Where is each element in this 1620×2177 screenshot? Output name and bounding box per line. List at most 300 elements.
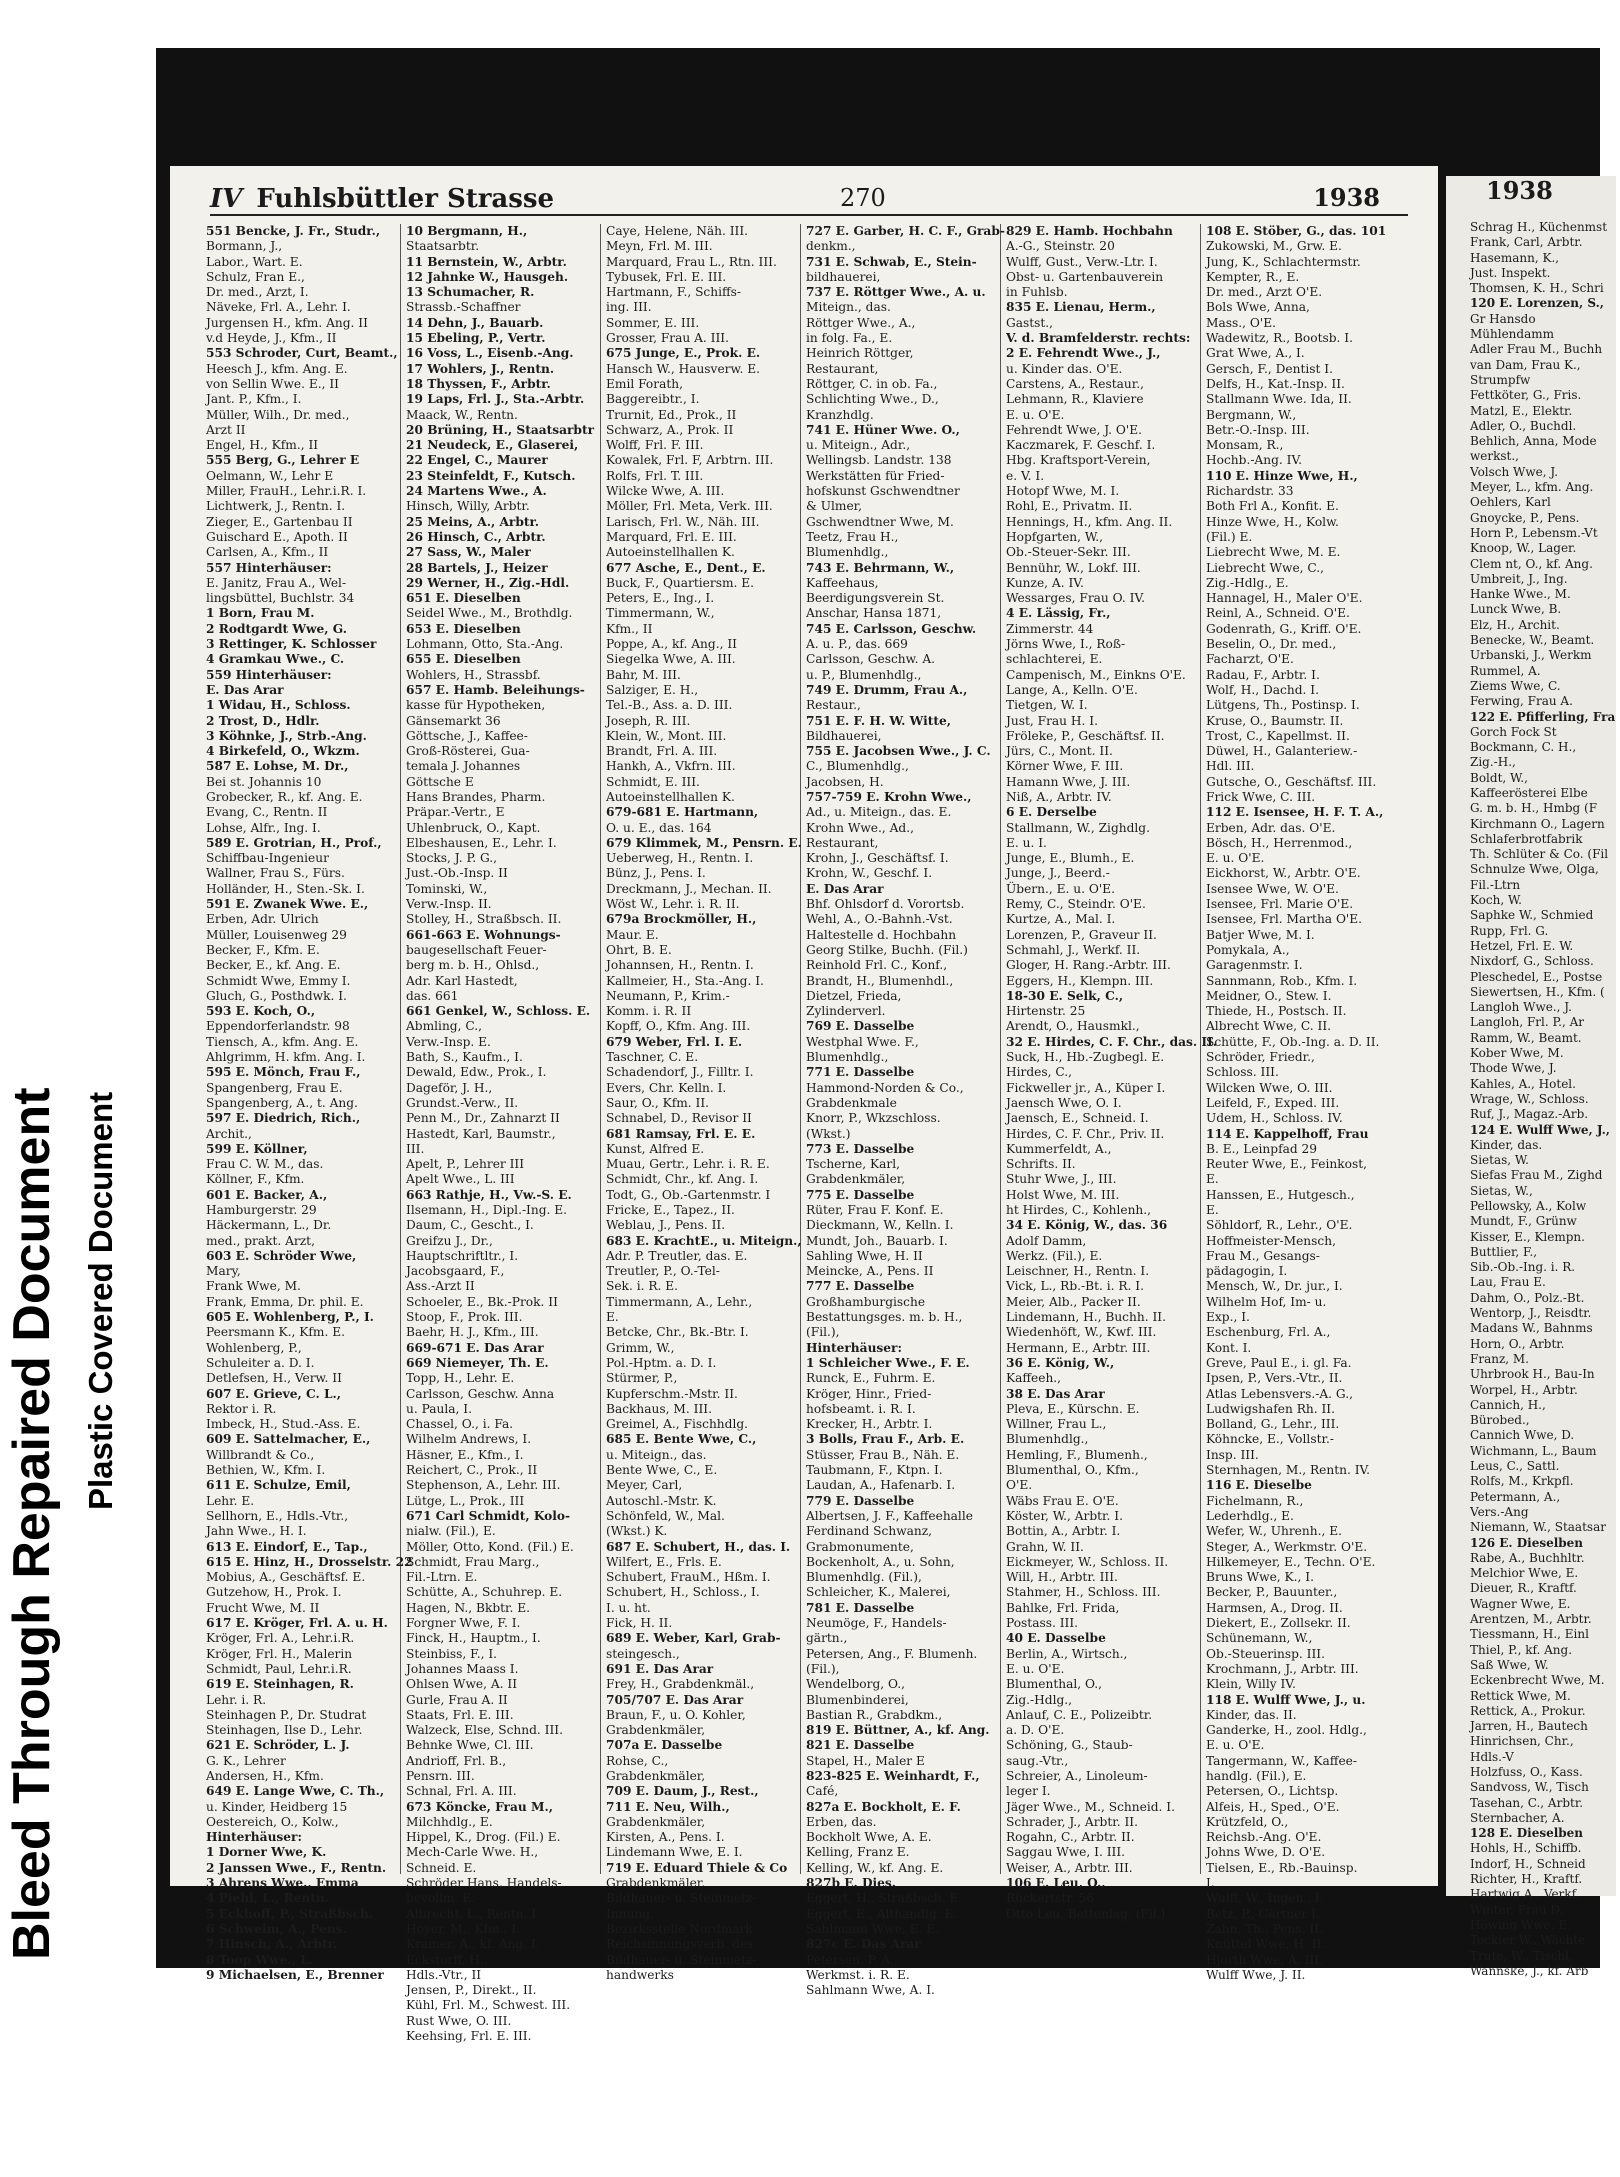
facing-page-year: 1938 (1486, 176, 1553, 205)
directory-entry: 40 E. Dasselbe (1006, 1631, 1106, 1646)
directory-entry: Jurgensen H., kfm. Ang. II (206, 315, 368, 330)
directory-entry: Gluch, G., Posthdwk. I. (206, 988, 347, 1003)
directory-entry: Tel.-B., Ass. a. D. III. (606, 698, 733, 713)
directory-entry: Wilfert, E., Frls. E. (606, 1554, 722, 1569)
directory-entry: Spangenberg, Frau E. (206, 1080, 343, 1095)
directory-entry: 709 E. Daum, J., Rest., (606, 1784, 759, 1799)
directory-entry: Exp., I. (1206, 1310, 1250, 1325)
directory-entry: Zylinderverl. (806, 1004, 886, 1019)
directory-entry: Rohse, C., (606, 1753, 669, 1768)
directory-entry: Wellingsb. Landstr. 138 (806, 453, 952, 468)
directory-entry: E. (1206, 1172, 1219, 1187)
directory-entry: Fricke, E., Tapez., II. (606, 1203, 735, 1217)
directory-entry: Lütgens, Th., Postinsp. I. (1206, 698, 1360, 713)
facing-entry: Dahm, O., Polz.-Bt. (1470, 1290, 1585, 1305)
directory-entry: 29 Werner, H., Zig.-Hdl. (406, 575, 570, 590)
directory-entry: Fichelmann, R., (1206, 1493, 1304, 1508)
directory-entry: Klein, W., Mont. III. (606, 728, 727, 743)
directory-entry: Jacobsgaard, F., (406, 1264, 505, 1279)
directory-entry: Anschar, Hansa 1871, (806, 606, 942, 621)
directory-entry: Dr. med., Arzt O'E. (1206, 285, 1323, 300)
directory-entry: schlachterei, E. (1006, 652, 1103, 667)
directory-entry: Grobecker, R., kf. Ang. E. (206, 789, 363, 804)
directory-entry: I. u. ht. (606, 1600, 651, 1615)
directory-entry: Verw.-Insp. E. (406, 1034, 491, 1049)
directory-entry: Radau, F., Arbtr. I. (1206, 667, 1320, 682)
directory-entry: Backhaus, M. III. (606, 1401, 712, 1416)
directory-entry: (Wkst.) (806, 1126, 851, 1141)
facing-entry: Petermann, A., (1470, 1489, 1561, 1504)
directory-entry: Otto Leu, Bettenlag. (Fil.) (1006, 1906, 1166, 1921)
directory-entry: Gutsche, O., Geschäftsf. III. (1206, 774, 1377, 789)
directory-entry: Harmsen, A., Drog. II. (1206, 1600, 1343, 1615)
directory-entry: Stuhr Wwe, J., III. (1006, 1172, 1117, 1187)
directory-entry: Kaczmarek, F. Geschf. I. (1006, 438, 1156, 453)
directory-entry: Jäger Wwe., M., Schneid. I. (1006, 1799, 1175, 1814)
directory-entry: Albrecht Wwe, C. II. (1206, 1019, 1332, 1034)
directory-entry: 591 E. Zwanek Wwe. E., (206, 897, 369, 912)
directory-entry: 707a E. Dasselbe (606, 1738, 723, 1753)
directory-entry: Frey, H., Grabdenkmäl., (606, 1677, 755, 1692)
directory-entry: von Sellin Wwe. E., II (206, 376, 339, 391)
directory-entry: Schmidt, Paul, Lehr.i.R. (206, 1661, 352, 1676)
facing-entry: Lunck Wwe, B. (1470, 602, 1562, 617)
directory-entry: Staatsarbtr. (406, 239, 480, 254)
directory-entry: Tybusek, Frl. E. III. (606, 269, 727, 284)
directory-entry: Holländer, H., Sten.-Sk. I. (206, 881, 365, 896)
directory-entry: Eickmeyer, W., Schloss. II. (1006, 1554, 1169, 1569)
directory-entry: Jaensch, E., Schneid. I. (1006, 1111, 1149, 1126)
directory-entry: Isensee Wwe, W. O'E. (1206, 881, 1339, 896)
directory-entry: Kramer, A., kf. Ang. I. (406, 1937, 540, 1952)
directory-entry: 106 E. Leu, O., (1006, 1876, 1106, 1891)
directory-entry: 32 E. Hirdes, C. F. Chr., das. II. (1006, 1034, 1218, 1049)
directory-entry: Blumenhdlg., (1006, 1432, 1089, 1447)
directory-entry: E. Das Arar (206, 682, 284, 697)
directory-entry: 745 E. Carlsson, Geschw. (806, 621, 977, 636)
directory-entry: Lehr. i. R. (206, 1692, 267, 1707)
facing-entry: Zig.-H., (1470, 755, 1516, 770)
directory-entry: 779 E. Dasselbe (806, 1493, 915, 1508)
directory-entry: Wolff, Frl. F. III. (606, 438, 704, 453)
directory-entry: Bei st. Johannis 10 (206, 774, 322, 789)
directory-entry: Präpar.-Vertr., E (406, 805, 505, 820)
directory-entry: 16 Voss, L., Eisenb.-Ang. (406, 346, 574, 361)
directory-entry: Bünz, J., Pens. I. (606, 866, 706, 881)
directory-entry: u. Paula, I. (406, 1401, 472, 1416)
directory-entry: E. u. I. (1006, 835, 1047, 850)
directory-entry: 14 Dehn, J., Bauarb. (406, 315, 544, 330)
directory-entry: 663 Rathje, H., Vw.-S. E. (406, 1187, 572, 1202)
directory-entry: Steinhagen, Ilse D., Lehr. (206, 1723, 363, 1738)
directory-entry: Taubmann, F., Ktpn. I. (806, 1463, 943, 1478)
directory-entry: Wohlenberg, P., (206, 1340, 302, 1355)
directory-entry: Heesch J., kfm. Ang. E. (206, 361, 348, 376)
directory-entry: Groß-Rösterei, Gua- (406, 744, 530, 759)
directory-entry: 687 E. Schubert, H., das. I. (606, 1539, 791, 1554)
column-4 (806, 224, 1005, 1998)
directory-entry: 9 Michaelsen, E., Brenner (206, 1967, 384, 1982)
directory-entry: 691 E. Das Arar (606, 1661, 714, 1676)
directory-entry: 775 E. Dasselbe (806, 1187, 915, 1202)
directory-entry: Großhamburgische (806, 1294, 926, 1309)
directory-entry: Johannes Maass I. (406, 1661, 519, 1676)
directory-entry: 711 E. Neu, Wilh., (606, 1799, 730, 1814)
directory-entry: Ohlsen Wwe, A. II (406, 1677, 518, 1692)
facing-entry: Hetzel, Frl. E. W. (1470, 938, 1574, 953)
directory-entry: Eggert, E., Althandlg. E. (806, 1906, 958, 1921)
directory-entry: Hanssen, E., Hutgesch., (1206, 1187, 1355, 1202)
directory-entry: 18 Thyssen, F., Arbtr. (406, 376, 551, 391)
facing-entry: 126 E. Dieselben (1470, 1535, 1584, 1550)
directory-entry: Marquard, Frau L., Rtn. III. (606, 254, 777, 269)
directory-entry: u. Miteign., Adr., (806, 438, 911, 453)
directory-entry: Hoffmeister-Mensch, (1206, 1233, 1336, 1248)
directory-entry: Ueberweg, H., Rentn. I. (606, 851, 754, 866)
directory-entry: Kunst, Alfred E. (606, 1141, 705, 1156)
directory-entry: Fil.-Ltrn. E. (406, 1570, 478, 1585)
directory-entry: Rogahn, C., Arbtr. II. (1006, 1830, 1135, 1845)
directory-entry: Krützfeld, O., (1206, 1814, 1289, 1829)
directory-entry: Greve, Paul E., i. gl. Fa. (1206, 1355, 1352, 1370)
directory-entry: Tietgen, W. I. (1006, 698, 1088, 713)
directory-entry: Carlsson, Geschw. A. (806, 652, 936, 667)
directory-entry: Bestattungsges. m. b. H., (806, 1310, 963, 1325)
directory-entry: 112 E. Isensee, H. F. T. A., (1206, 805, 1384, 820)
directory-entry: Fehrendt Wwe, J. O'E. (1006, 422, 1143, 437)
directory-entry: 685 E. Bente Wwe, C., (606, 1432, 757, 1447)
directory-entry: Batjer Wwe, M. I. (1206, 927, 1315, 942)
directory-entry: (Fil.), (806, 1661, 840, 1676)
directory-entry: Greimel, A., Fischhdlg. (606, 1417, 749, 1432)
directory-entry: Gänsemarkt 36 (406, 713, 501, 728)
directory-entry: Werkmst. i. R. E. (806, 1967, 910, 1982)
directory-entry: Stallmann Wwe. Ida, II. (1206, 392, 1352, 407)
facing-entry: Pleschedel, E., Postse (1470, 969, 1603, 984)
directory-entry: Lohmann, Otto, Sta.-Ang. (406, 637, 564, 652)
directory-entry: Grabdenkmäler, (606, 1768, 706, 1783)
directory-entry: 3 Köhnke, J., Strb.-Ang. (206, 728, 367, 743)
directory-entry: Grimm, W., (606, 1340, 675, 1355)
directory-entry: 679a Brockmöller, H., (606, 912, 757, 927)
directory-entry: Steger, A., Werkmstr. O'E. (1206, 1539, 1368, 1554)
directory-columns (206, 224, 1406, 2044)
directory-entry: 17 Wohlers, J., Rentn. (406, 361, 555, 376)
facing-entry: Wentorp, J., Reisdtr. (1470, 1306, 1592, 1321)
directory-entry: Reichsinnungsverb. des (606, 1937, 754, 1952)
directory-entry: Baggereibtr., I. (606, 392, 700, 407)
facing-entry: Uhrbrook H., Bau-In (1470, 1367, 1595, 1382)
directory-entry: 671 Carl Schmidt, Kolo- (406, 1508, 571, 1523)
directory-entry: Detlefsen, H., Verw. II (206, 1371, 342, 1386)
directory-entry: Zig.-Hdlg., (1006, 1692, 1073, 1707)
directory-entry: med., prakt. Arzt, (206, 1233, 315, 1248)
facing-entry: Mundt, F., Grünw (1470, 1214, 1577, 1229)
directory-entry: Mobius, A., Geschäftsf. E. (206, 1570, 366, 1585)
directory-entry: 1 Born, Frau M. (206, 606, 315, 621)
directory-entry: Schütte, F., Ob.-Ing. a. D. II. (1206, 1034, 1380, 1049)
facing-entry: werkst., (1470, 449, 1519, 464)
directory-entry: Fickweller jr., A., Küper I. (1006, 1080, 1166, 1095)
directory-entry: Junge, E., Blumh., E. (1006, 851, 1135, 866)
facing-entry: Tasehan, C., Arbtr. (1470, 1795, 1584, 1810)
facing-entry: Ramm, W., Beamt. (1470, 1030, 1582, 1045)
directory-entry: Isensee, Frl. Martha O'E. (1206, 912, 1363, 927)
directory-entry: Schmidt Wwe, Emmy I. (206, 973, 351, 988)
directory-entry: Topp, H., Lehr. E. (406, 1371, 515, 1386)
directory-entry: Miller, FrauH., Lehr.i.R. I. (206, 484, 367, 499)
facing-entry: Schrag H., Küchenmst (1470, 220, 1608, 234)
directory-entry: 28 Bartels, J., Heizer (406, 560, 548, 575)
directory-entry: Ohrt, B. E. (606, 942, 672, 957)
label-bleed-through-repaired: Bleed Through Repaired Document (3, 1087, 61, 1960)
directory-entry: Schlichting Wwe., D., (806, 392, 939, 407)
directory-entry: 689 E. Weber, Karl, Grab- (606, 1631, 781, 1646)
facing-entry: G. m. b. H., Hmbg (F (1470, 801, 1598, 816)
directory-entry: Steinhagen P., Dr. Studrat (206, 1707, 367, 1722)
directory-entry: Albertsen, J. F., Kaffeehalle (806, 1508, 973, 1523)
facing-entry: Clem nt, O., kf. Ang. (1470, 556, 1593, 571)
facing-entry: Matzl, E., Elektr. (1470, 403, 1573, 418)
facing-entry: Cannich, H., (1470, 1397, 1546, 1412)
facing-entry: Koch, W. (1470, 893, 1522, 908)
facing-entry: Hinrichsen, Chr., (1470, 1734, 1574, 1749)
directory-entry: hofsbeamt. i. R. I. (806, 1401, 916, 1416)
directory-entry: (Fil.), (806, 1325, 840, 1340)
directory-entry: Schleicher, K., Malerei, (806, 1585, 951, 1600)
directory-entry: steingesch., (606, 1646, 680, 1661)
facing-entry: Gr Hansdo (1470, 311, 1536, 326)
directory-entry: Blumenhdlg., (806, 1050, 889, 1065)
directory-entry: Kirsten, A., Pens. I. (606, 1830, 725, 1845)
facing-entry: Hohls, H., Schiffb. (1470, 1841, 1582, 1856)
directory-entry: Brandt, H., Blumenhdl., (806, 973, 954, 988)
volume-number: IV (210, 184, 243, 214)
directory-entry: 661 Genkel, W., Schloss. E. (406, 1004, 591, 1019)
directory-entry: Schubert, H., Schloss., I. (606, 1585, 760, 1600)
facing-entry: Wannske, J., kf. Arb (1470, 1963, 1589, 1978)
directory-entry: Sek. i. R. E. (606, 1279, 679, 1294)
directory-entry: Hennings, H., kfm. Ang. II. (1006, 514, 1173, 529)
facing-entry: Benecke, W., Beamt. (1470, 633, 1595, 648)
directory-entry: Ob.-Steuer-Sekr. III. (1006, 545, 1131, 560)
directory-entry: gärtn., (806, 1631, 848, 1646)
directory-entry: Treutler, P., O.-Tel- (606, 1264, 720, 1279)
directory-entry: 651 E. Dieselben (406, 591, 521, 606)
directory-entry: Kaffeehaus, (806, 575, 879, 590)
directory-entry: Wessarges, Frau O. IV. (1006, 591, 1146, 606)
directory-entry: Bahr, M. III. (606, 667, 681, 682)
directory-entry: Reinl, A., Schneid. O'E. (1206, 606, 1350, 621)
directory-entry: 5 Eckhoff, P., Straßbsch. (206, 1906, 374, 1921)
directory-entry: Grabdenkmäler, (606, 1814, 706, 1829)
directory-entry: Krohn, W., Geschf. I. (806, 866, 933, 881)
directory-entry: Kupferschm.-Mstr. II. (606, 1386, 738, 1401)
directory-entry: Schreier, A., Linoleum- (1006, 1768, 1148, 1783)
directory-entry: 118 E. Wulff Wwe, J., u. (1206, 1692, 1366, 1707)
directory-entry: Remy, C., Steindr. O'E. (1006, 897, 1146, 912)
facing-entry: Fil.-Ltrn (1470, 877, 1521, 892)
directory-entry: hofskunst Gschwendtner (806, 484, 960, 499)
directory-entry: Saggau Wwe, I. III. (1006, 1845, 1126, 1860)
directory-entry: Eppendorferlandstr. 98 (206, 1019, 350, 1034)
facing-entry: Schlaferbrotfabrik (1470, 831, 1583, 846)
directory-entry: 601 E. Backer, A., (206, 1187, 328, 1202)
facing-entry: Indorf, H., Schneid (1470, 1856, 1586, 1871)
facing-entry: Just. Inspekt. (1470, 265, 1551, 280)
directory-entry: 613 E. Eindorf, E., Tap., (206, 1539, 368, 1554)
directory-entry: Willner, Frau L., (1006, 1417, 1107, 1432)
directory-entry: Pol.-Hptm. a. D. I. (606, 1355, 717, 1370)
directory-entry: 773 E. Dasselbe (806, 1141, 915, 1156)
directory-entry: 679-681 E. Hartmann, (606, 805, 759, 820)
facing-entry: Hartwig A., Verkf. (1470, 1887, 1580, 1902)
directory-entry: Adr. Karl Hastedt, (406, 973, 518, 988)
directory-entry: Mensch, W., Dr. jur., I. (1206, 1279, 1343, 1294)
directory-entry: 755 E. Jacobsen Wwe., J. C. (806, 744, 991, 759)
directory-entry: Oestereich, O., Kolw., (206, 1814, 339, 1829)
directory-entry: Schröder, Friedr., (1206, 1050, 1315, 1065)
directory-entry: G. K., Lehrer (206, 1753, 286, 1768)
facing-entry: Mühlendamm (1470, 327, 1555, 342)
directory-entry: Restaurant, (806, 361, 879, 376)
facing-entry: Ruf, J., Magaz.-Arb. (1470, 1107, 1589, 1122)
facing-entry: Gnoycke, P., Pens. (1470, 510, 1580, 525)
directory-entry: Grahn, W. II. (1006, 1539, 1084, 1554)
facing-entry: 128 E. Dieselben (1470, 1826, 1584, 1841)
directory-entry: Lütge, L., Prok., III (406, 1493, 525, 1508)
directory-entry: Daum, C., Gescht., I. (406, 1218, 534, 1233)
directory-entry: 34 E. König, W., das. 36 (1006, 1218, 1168, 1233)
directory-entry: Blumenhdlg. (Fil.), (806, 1570, 922, 1585)
directory-entry: 823-825 E. Weinhardt, F., (806, 1768, 980, 1783)
directory-entry: Kelling, W., kf. Ang. E. (806, 1860, 944, 1875)
directory-entry: Jung, K., Schlachtermstr. (1206, 254, 1361, 269)
directory-entry: Wefer, W., Uhrenh., E. (1206, 1524, 1342, 1539)
directory-entry: 681 Ramsay, Frl. E. E. (606, 1126, 756, 1141)
directory-entry: Petersen, O., Lichtsp. (1206, 1784, 1339, 1799)
directory-entry: Hermann, E., Arbtr. III. (1006, 1340, 1151, 1355)
directory-entry: Hdl. III. (1206, 759, 1255, 774)
directory-entry: 781 E. Dasselbe (806, 1600, 915, 1615)
facing-entry: Sib.-Ob.-Ing. i. R. (1470, 1260, 1576, 1275)
directory-entry: Kowalek, Frl. F, Arbtrn. III. (606, 453, 774, 468)
facing-entry: Umbreit, J., Ing. (1470, 571, 1568, 586)
directory-entry: 595 E. Mönch, Frau F., (206, 1065, 361, 1080)
facing-entry: Ziems Wwe, C. (1470, 678, 1561, 693)
directory-entry: Frank Wwe, M. (206, 1279, 301, 1294)
directory-entry: Hammond-Norden & Co., (806, 1080, 964, 1095)
directory-entry: Jaensch Wwe, O. I. (1006, 1095, 1122, 1110)
directory-entry: Ahlgrimm, H. kfm. Ang. I. (206, 1050, 366, 1065)
directory-entry: Hans Brandes, Pharm. (406, 789, 546, 804)
directory-entry: Autoschl.-Mstr. K. (606, 1493, 717, 1508)
directory-entry: handlg. (Fil.), E. (1206, 1768, 1307, 1783)
directory-entry: Adolf Damm, (1006, 1233, 1087, 1248)
directory-entry: Lindemann Wwe, E. I. (606, 1845, 743, 1860)
directory-entry: Hannagel, H., Maler O'E. (1206, 591, 1363, 606)
directory-entry: Reichsb.-Ang. O'E. (1206, 1830, 1322, 1845)
directory-entry: 655 E. Dieselben (406, 652, 521, 667)
directory-entry: 13 Schumacher, R. (406, 285, 535, 300)
directory-entry: Frank, Emma, Dr. phil. E. (206, 1294, 364, 1309)
facing-entry: Volsch Wwe, J. (1470, 464, 1559, 479)
directory-entry: Sternhagen, M., Rentn. IV. (1206, 1463, 1371, 1478)
directory-entry: 677 Asche, E., Dent., E. (606, 560, 766, 575)
header-year: 1938 (1313, 183, 1380, 212)
directory-entry: Bormann, J., (206, 239, 283, 254)
directory-entry: bildhauerei, (806, 269, 881, 284)
directory-entry: ht Hirdes, C., Kohlenh., (1006, 1203, 1152, 1217)
directory-entry: Pleva, E., Kürschn. E. (1006, 1401, 1140, 1416)
facing-entry: Fettköter, G., Fris. (1470, 388, 1582, 403)
facing-entry: Elz, H., Archit. (1470, 617, 1560, 632)
directory-entry: Zieger, E., Gartenbau II (206, 514, 353, 529)
directory-entry: Sahlmann Wwe, A. I. (806, 1983, 935, 1998)
directory-entry: Schloss. III. (1206, 1065, 1279, 1080)
directory-entry: e. V. I. (1006, 468, 1045, 483)
directory-entry: Hotopf Wwe, M. I. (1006, 484, 1120, 499)
directory-entry: Becker, P., Bauunter., (1206, 1585, 1338, 1600)
directory-entry: Schubert, FrauM., Hßm. I. (606, 1570, 771, 1585)
directory-entry: Finck, H., Hauptm., I. (406, 1631, 541, 1646)
directory-entry: Saur, O., Kfm. II. (606, 1095, 710, 1110)
facing-entry: Gorch Fock St (1470, 724, 1557, 739)
directory-entry: Schoeler, E., Bk.-Prok. II (406, 1294, 558, 1309)
directory-entry: Timmermann, A., Lehr., (606, 1294, 753, 1309)
directory-entry: leger I. (1006, 1784, 1051, 1799)
directory-entry: Müller, Louisenweg 29 (206, 927, 347, 942)
directory-entry: E. u. O'E. (1006, 1661, 1065, 1676)
directory-entry: Carlsen, A., Kfm., II (206, 545, 329, 560)
directory-entry: Hinze Wwe, H., Kolw. (1206, 514, 1339, 529)
directory-entry: Wilhelm Andrews, I. (406, 1432, 532, 1447)
directory-entry: Johannsen, H., Rentn. I. (606, 958, 754, 973)
facing-entry: Strumpfw (1470, 372, 1531, 387)
directory-entry: Grabmonumente, (806, 1539, 914, 1554)
directory-entry: Richardstr. 33 (1206, 484, 1294, 499)
facing-entry: van Dam, Frau K., (1470, 357, 1581, 372)
directory-entry: Wilcke Wwe, A. III. (606, 484, 725, 499)
directory-entry: Hauptschriftltr., I. (406, 1248, 519, 1263)
directory-entry: Dageför, J. H., (406, 1080, 493, 1095)
facing-entry: Sietas, W. (1470, 1153, 1529, 1168)
directory-entry: Runck, E., Fuhrm. E. (806, 1371, 936, 1386)
directory-entry: Abmling, C., (406, 1019, 482, 1034)
directory-entry: Frau C. W. M., das. (206, 1157, 324, 1172)
directory-entry: III. (406, 1141, 425, 1156)
facing-entry: Kaffeerösterei Elbe (1470, 785, 1588, 800)
directory-entry: 2 Rodtgardt Wwe, G. (206, 621, 348, 636)
directory-entry: Eschenburg, Frl. A., (1206, 1325, 1331, 1340)
directory-page (170, 166, 1438, 2044)
directory-entry: (Wkst.) K. (606, 1524, 668, 1539)
directory-entry: 649 E. Lange Wwe, C. Th., (206, 1784, 385, 1799)
directory-entry: Lehmann, R., Klaviere (1006, 392, 1144, 407)
facing-entry: Pellowsky, A., Kolw (1470, 1199, 1587, 1213)
directory-entry: Hilkemeyer, E., Techn. O'E. (1206, 1554, 1376, 1569)
directory-entry: 727 E. Garber, H. C. F., Grab- (806, 224, 1005, 238)
facing-entry: Boldt, W., (1470, 770, 1528, 785)
directory-entry: Stoop, F., Prok. III. (406, 1310, 523, 1325)
directory-entry: 25 Meins, A., Arbtr. (406, 514, 540, 529)
directory-entry: Stahmer, H., Schloss. III. (1006, 1585, 1161, 1600)
directory-entry: Archit., (206, 1126, 252, 1141)
facing-entry: Schnulze Wwe, Olga, (1470, 862, 1599, 877)
directory-entry: 675 Junge, E., Prok. E. (606, 346, 761, 361)
directory-entry: u. Kinder das. O'E. (1006, 361, 1123, 376)
directory-entry: Blumenthal, O., Kfm., (1006, 1463, 1139, 1478)
